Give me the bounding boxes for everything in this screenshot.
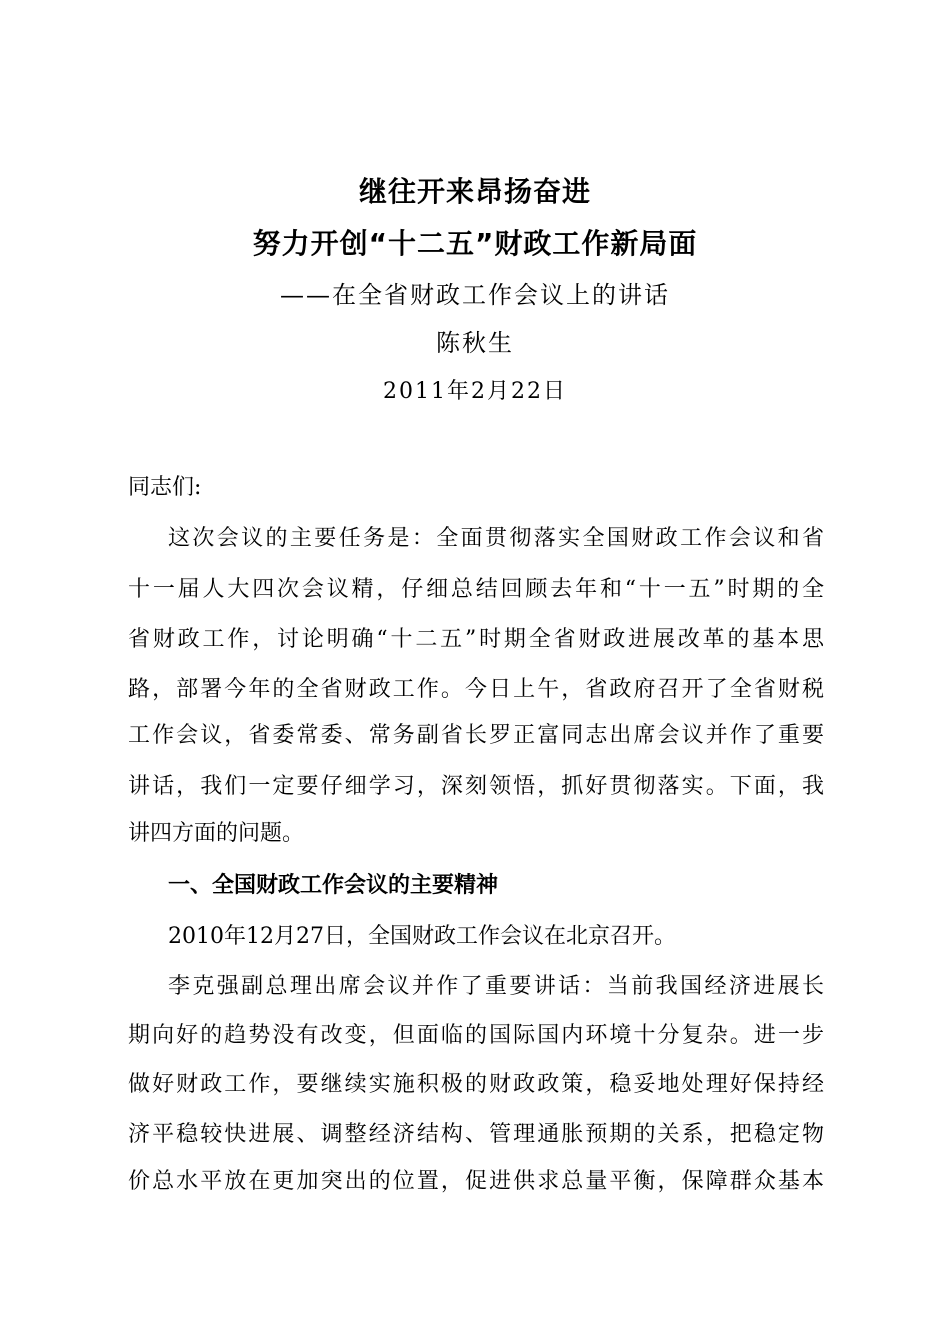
paragraph1-line: 路，部署今年的全省财政工作。今日上午，省政府召开了全省财税	[128, 677, 824, 702]
paragraph3-line: 李克强副总理出席会议并作了重要讲话：当前我国经济进展长	[168, 974, 824, 999]
paragraph1-line: 这次会议的主要任务是：全面贯彻落实全国财政工作会议和省	[168, 526, 824, 551]
paragraph3-line: 济平稳较快进展、调整经济结构、管理通胀预期的关系，把稳定物	[128, 1122, 824, 1147]
subtitle: ——在全省财政工作会议上的讲话	[280, 281, 670, 309]
paragraph1-line: 讲话，我们一定要仔细学习，深刻领悟，抓好贯彻落实。下面，我	[128, 774, 824, 799]
title-line-2: 努力开创“十二五”财政工作新局面	[252, 227, 698, 260]
paragraph3-line: 期向好的趋势没有改变，但面临的国际国内环境十分复杂。进一步	[128, 1023, 824, 1048]
section-heading: 一、全国财政工作会议的主要精神	[168, 873, 499, 898]
paragraph1-line: 省财政工作，讨论明确“十二五”时期全省财政进展改革的基本思	[128, 627, 824, 652]
paragraph3-line: 价总水平放在更加突出的位置，促进供求总量平衡，保障群众基本	[128, 1169, 824, 1194]
salutation: 同志们:	[128, 475, 202, 500]
paragraph1-line: 工作会议，省委常委、常务副省长罗正富同志出席会议并作了重要	[128, 723, 824, 748]
paragraph1-line: 讲四方面的问题。	[128, 821, 305, 846]
paragraph2: 2010年12月27日，全国财政工作会议在北京召开。	[168, 924, 676, 949]
paragraph1-line: 十一届人大四次会议精，仔细总结回顾去年和“十一五”时期的全	[128, 577, 824, 602]
paragraph3-line: 做好财政工作，要继续实施积极的财政政策，稳妥地处理好保持经	[128, 1072, 824, 1097]
title-line-1: 继往开来昂扬奋进	[358, 175, 591, 208]
author: 陈秋生	[436, 329, 514, 357]
date: 2011年2月22日	[383, 379, 567, 404]
